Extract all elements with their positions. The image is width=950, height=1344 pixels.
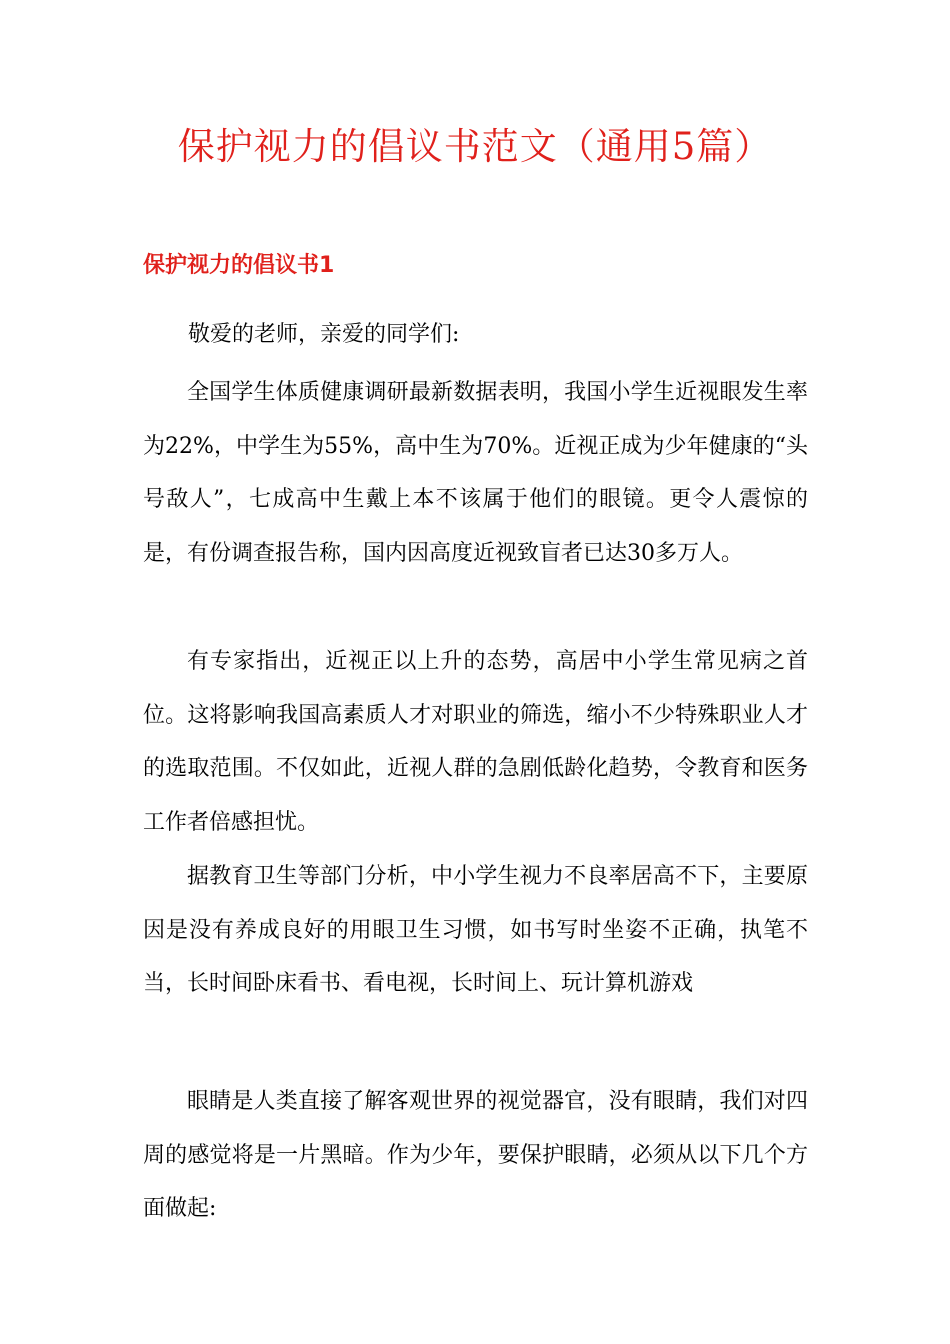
paragraph-1: 全国学生体质健康调研最新数据表明，我国小学生近视眼发生率为22%，中学生为55%，高中生为70%。近视正成为少年健康的“头号敌人”，七成高中生戴上本不该属于他们的眼镜。更令人震惊的是，有份调查报告称，国内因高度近视致盲者已达30多万人。 bbox=[143, 380, 808, 566]
section-heading: 保护视力的倡议书1 bbox=[143, 253, 335, 278]
paragraph-3: 据教育卫生等部门分析，中小学生视力不良率居高不下，主要原因是没有养成良好的用眼卫生习惯，如书写时坐姿不正确，执笔不当，长时间卧床看书、看电视，长时间上、玩计算机游戏 bbox=[143, 864, 808, 996]
salutation-line: 敬爱的老师，亲爱的同学们: bbox=[188, 322, 460, 347]
paragraph-4: 眼睛是人类直接了解客观世界的视觉器官，没有眼睛，我们对四周的感觉将是一片黑暗。作为少年，要保护眼睛，必须从以下几个方面做起: bbox=[143, 1089, 808, 1221]
paragraph-2: 有专家指出，近视正以上升的态势，高居中小学生常见病之首位。这将影响我国高素质人才对职业的筛选，缩小不少特殊职业人才的选取范围。不仅如此，近视人群的急剧低龄化趋势，令教育和医务工作者倍感担忧。 bbox=[143, 649, 808, 835]
document-title: 保护视力的倡议书范文（通用5篇） bbox=[177, 125, 773, 168]
